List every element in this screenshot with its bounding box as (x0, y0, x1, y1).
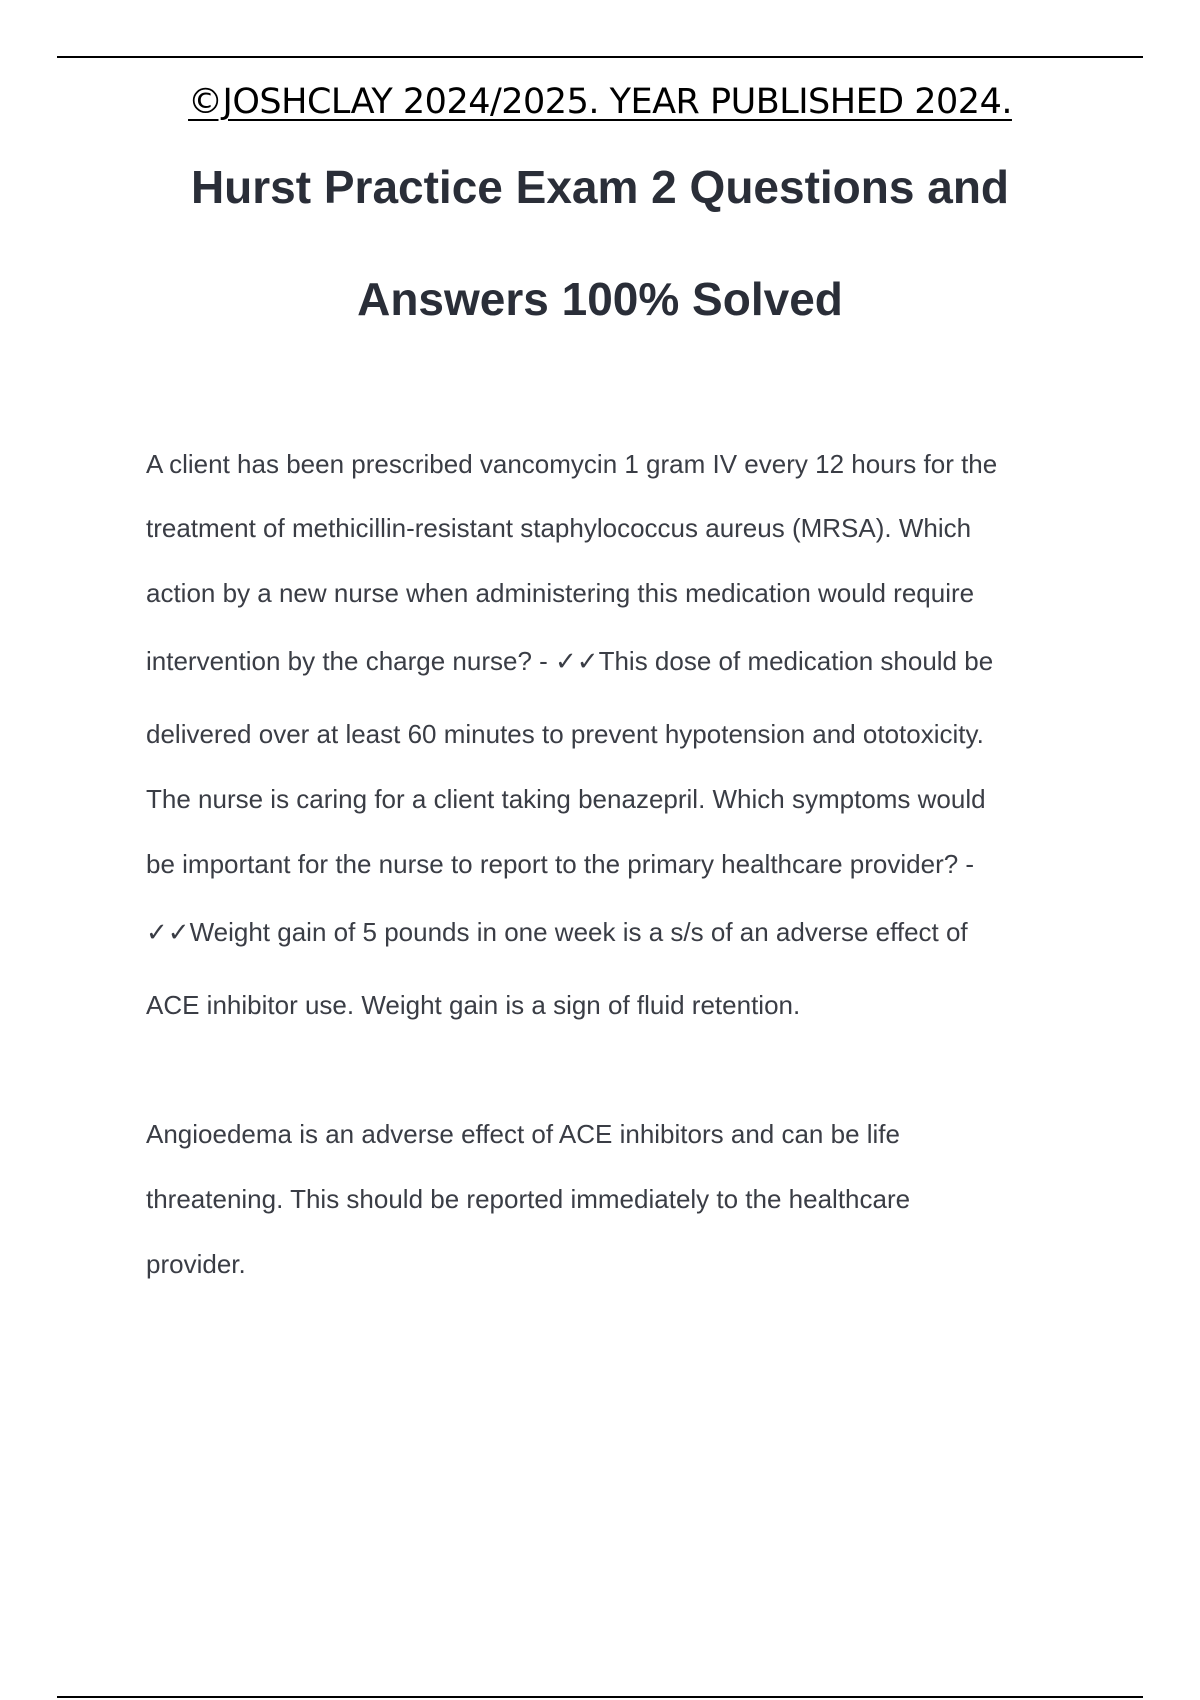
document-title-line-1: Hurst Practice Exam 2 Questions and (190, 161, 1010, 213)
paragraph-line: delivered over at least 60 minutes to prevent hypotension and ototoxicity. (146, 719, 984, 749)
paragraph-line: Angioedema is an adverse effect of ACE inhibitors and can be life (146, 1119, 900, 1149)
document-title-line-2: Answers 100% Solved (357, 273, 843, 325)
paragraph-line: The nurse is caring for a client taking benazepril. Which symptoms would (146, 784, 986, 814)
bottom-divider (57, 1696, 1143, 1698)
copyright-text: ©JOSHCLAY 2024/2025. YEAR PUBLISHED 2024. (188, 82, 1012, 122)
paragraph-line: threatening. This should be reported immediately to the healthcare (146, 1184, 911, 1214)
paragraph-line: treatment of methicillin-resistant staphylococcus aureus (MRSA). Which (146, 513, 972, 543)
paragraph-line: action by a new nurse when administering this medication would require (146, 578, 975, 608)
paragraph-line: ACE inhibitor use. Weight gain is a sign of fluid retention. (146, 990, 801, 1020)
paragraph-line: provider. (146, 1249, 246, 1279)
paragraph-line: be important for the nurse to report to the primary healthcare provider? - (146, 849, 975, 879)
paragraph-line: ✓✓Weight gain of 5 pounds in one week is a s/s of an adverse effect of (146, 917, 968, 947)
paragraph-line: A client has been prescribed vancomycin 1 gram IV every 12 hours for the (146, 449, 998, 479)
paragraph-line: intervention by the charge nurse? - ✓✓This dose of medication should be (146, 646, 994, 676)
question-answer-block (146, 0, 1106, 1300)
